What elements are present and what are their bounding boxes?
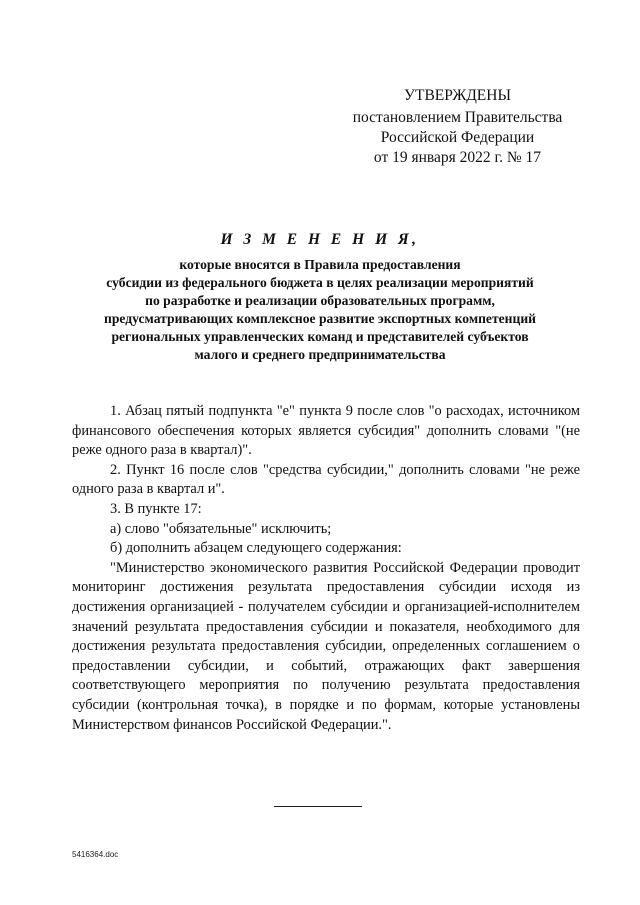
title-line: по разработке и реализации образовательных программ, [145, 293, 495, 308]
paragraph-4: а) слово "обязательные" исключить; [110, 520, 332, 537]
paragraph-6: "Министерство экономического развития Российской Федерации проводит мониторинг достижения результата предоставления субсидии исходя из достижения организацией - получателем субсидии и организацией-исполнителем значений результата предоставления субсидии и показателя, необходимого для достижения результата предоставления субсидии, определенных соглашением о предоставлении субсидии, и событий, отражающих факт завершения соответствующего мероприятия по получению результата предоставления субсидии (контрольная точка), в порядке и по формам, которые установлены Министерством финансов Российской Федерации.". [72, 559, 580, 733]
paragraph-1: 1. Абзац пятый подпункта "е" пункта 9 после слов "о расходах, источником финансового обеспечения которых является субсидия" дополнить словами "(не реже одного раза в квартал)". [72, 403, 580, 459]
end-divider [274, 806, 362, 807]
title-line: которые вносятся в Правила предоставления [179, 257, 461, 272]
approval-heading: УТВЕРЖДЕНЫ [404, 87, 511, 104]
approval-line-3: от 19 января 2022 г. № 17 [373, 149, 542, 166]
title-caps: И З М Е Н Е Н И Я, [220, 231, 420, 248]
paragraph-2: 2. Пункт 16 после слов "средства субсидии," дополнить словами "не реже одного раза в квартал и". [72, 461, 580, 498]
title-line: малого и среднего предпринимательства [194, 347, 446, 362]
approval-line-2: Российской Федерации [380, 129, 535, 146]
paragraph-3: 3. В пункте 17: [110, 500, 202, 517]
paragraph-5: б) дополнить абзацем следующего содержания: [110, 540, 402, 557]
document-body [72, 402, 580, 735]
title-line: предусматривающих комплексное развитие экспортных компетенций [104, 311, 536, 326]
approval-stamp [335, 86, 580, 168]
file-name: 5416364.doc [72, 850, 119, 859]
approval-line-1: постановлением Правительства [352, 109, 563, 126]
title-line: субсидии из федерального бюджета в целях реализации мероприятий [106, 275, 534, 290]
title-line: региональных управленческих команд и представителей субъектов [111, 329, 529, 344]
document-title [62, 230, 578, 364]
